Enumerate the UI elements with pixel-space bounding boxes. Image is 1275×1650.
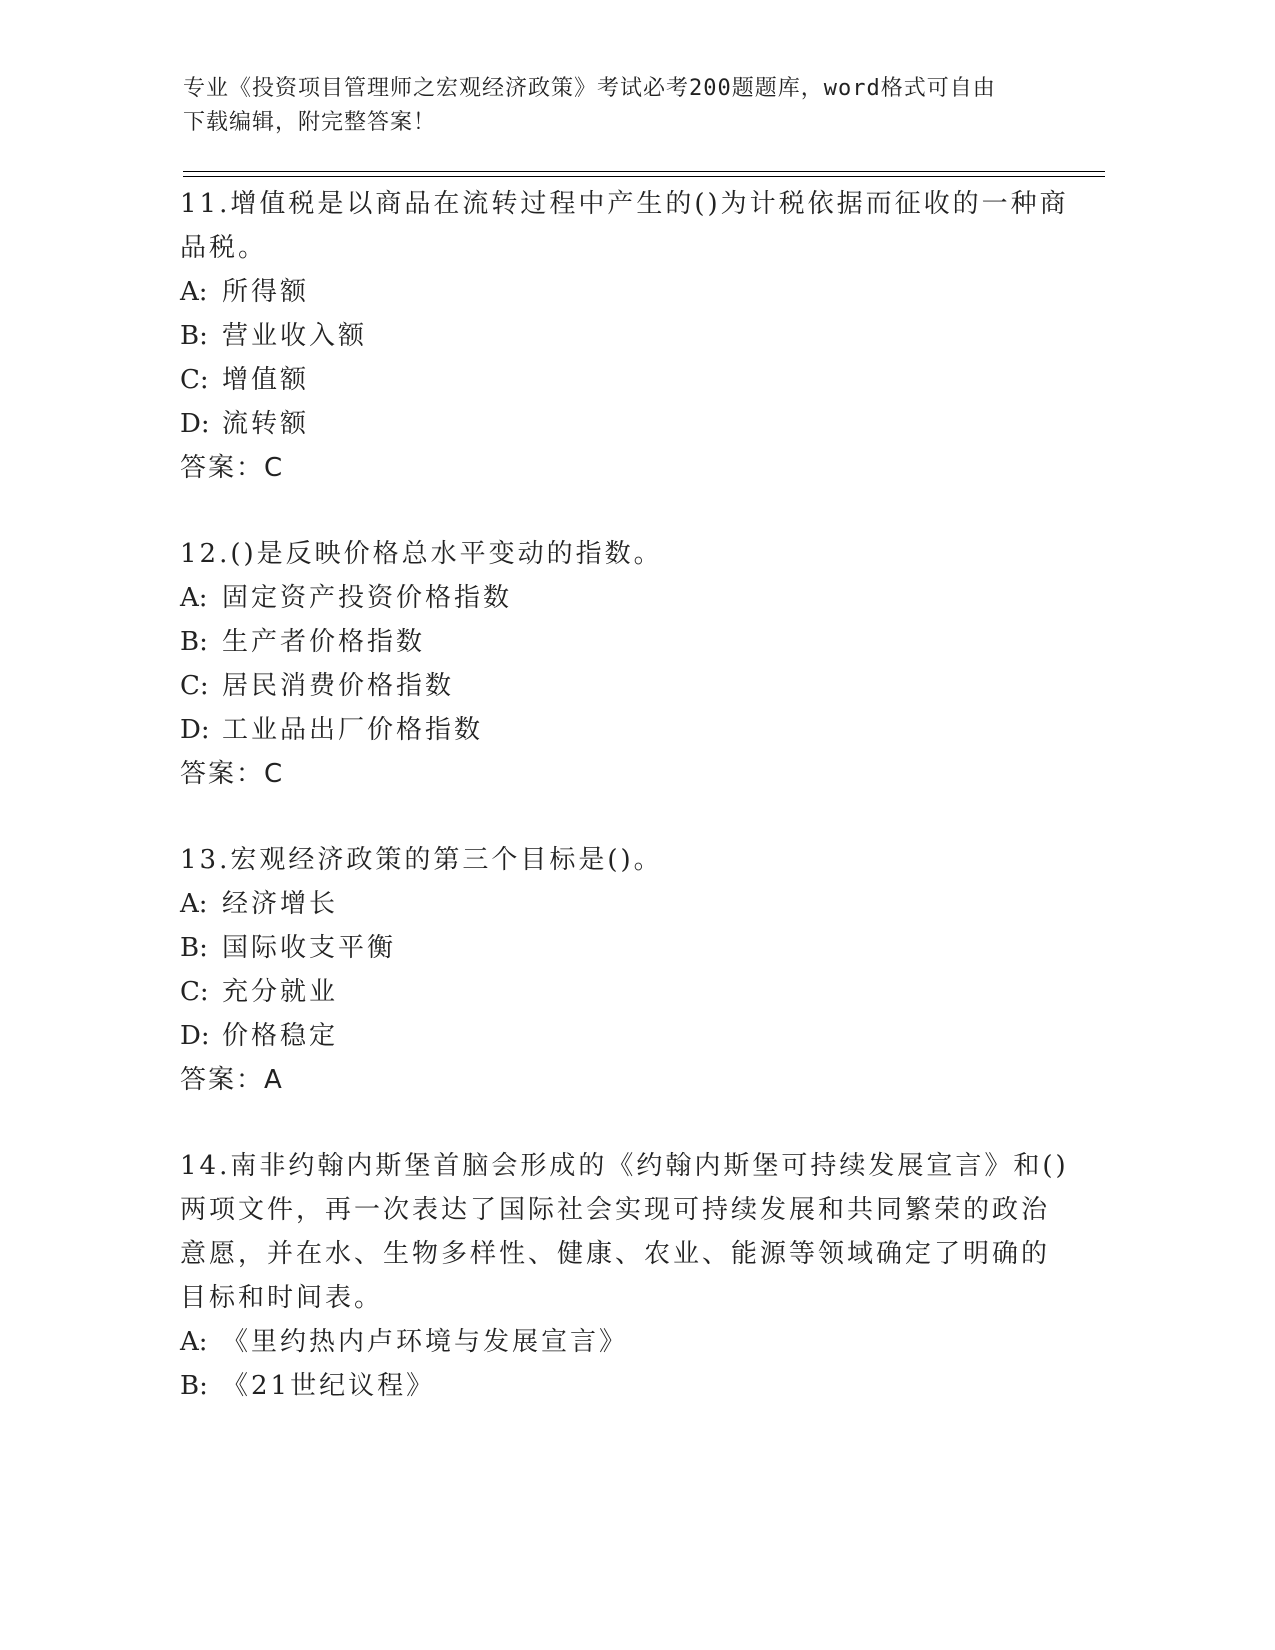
answer-option — [180, 1014, 1080, 1058]
option-text: 工业品出厂价格指数 — [222, 715, 484, 745]
answer-key: 答案：C — [180, 453, 285, 483]
option-text: 《21世纪议程》 — [222, 1371, 436, 1401]
question-block — [180, 838, 1080, 1102]
question-stem-line: 14.南非约翰内斯堡首脑会形成的《约翰内斯堡可持续发展宣言》和() — [180, 1151, 1069, 1181]
option-letter: D: — [180, 715, 210, 745]
option-letter: B: — [180, 321, 208, 351]
answer-option — [180, 926, 1080, 970]
option-letter: C: — [180, 365, 209, 395]
answer-option — [180, 970, 1080, 1014]
option-text: 所得额 — [222, 277, 310, 307]
option-letter: D: — [180, 1021, 210, 1051]
option-text: 充分就业 — [222, 977, 339, 1007]
option-letter: B: — [180, 1371, 208, 1401]
option-letter: B: — [180, 627, 208, 657]
question-stem-line: 品税。 — [180, 233, 268, 263]
header-divider-bottom — [183, 176, 1105, 177]
document-header — [183, 72, 1083, 140]
answer-option — [180, 664, 1080, 708]
answer-option — [180, 620, 1080, 664]
answer-option — [180, 882, 1080, 926]
option-letter: A: — [180, 1327, 208, 1357]
question-stem — [180, 1144, 1080, 1320]
question-stem — [180, 838, 1080, 882]
answer-option — [180, 708, 1080, 752]
option-text: 经济增长 — [222, 889, 339, 919]
question-stem-line: 13.宏观经济政策的第三个目标是()。 — [180, 845, 663, 875]
option-letter: D: — [180, 409, 210, 439]
option-text: 固定资产投资价格指数 — [222, 583, 513, 613]
option-letter: A: — [180, 889, 208, 919]
answer-option — [180, 402, 1080, 446]
question-stem-line: 11.增值税是以商品在流转过程中产生的()为计税依据而征收的一种商 — [180, 189, 1069, 219]
option-text: 国际收支平衡 — [222, 933, 397, 963]
answer-option — [180, 576, 1080, 620]
header-divider-top — [183, 171, 1105, 172]
option-text: 居民消费价格指数 — [222, 671, 455, 701]
header-line-2: 下载编辑，附完整答案！ — [183, 110, 437, 135]
question-list — [180, 182, 1080, 1450]
option-letter: C: — [180, 977, 209, 1007]
option-letter: A: — [180, 277, 208, 307]
answer-option — [180, 1364, 1080, 1408]
header-line-1: 专业《投资项目管理师之宏观经济政策》考试必考200题题库，word格式可自由 — [183, 76, 996, 101]
option-letter: A: — [180, 583, 208, 613]
question-block — [180, 532, 1080, 796]
answer-option — [180, 314, 1080, 358]
option-text: 流转额 — [222, 409, 310, 439]
question-stem-line: 两项文件，再一次表达了国际社会实现可持续发展和共同繁荣的政治 — [180, 1195, 1051, 1225]
option-letter: B: — [180, 933, 208, 963]
option-text: 生产者价格指数 — [222, 627, 426, 657]
question-block — [180, 182, 1080, 490]
answer-key: 答案：A — [180, 1065, 284, 1095]
answer-option — [180, 1320, 1080, 1364]
question-stem — [180, 532, 1080, 576]
question-stem-line: 12.()是反映价格总水平变动的指数。 — [180, 539, 663, 569]
option-letter: C: — [180, 671, 209, 701]
option-text: 《里约热内卢环境与发展宣言》 — [222, 1327, 629, 1357]
option-text: 价格稳定 — [222, 1021, 339, 1051]
answer-option — [180, 358, 1080, 402]
question-block — [180, 1144, 1080, 1408]
question-stem-line: 目标和时间表。 — [180, 1283, 384, 1313]
option-text: 增值额 — [222, 365, 310, 395]
option-text: 营业收入额 — [222, 321, 368, 351]
answer-option — [180, 270, 1080, 314]
question-stem — [180, 182, 1080, 270]
question-stem-line: 意愿，并在水、生物多样性、健康、农业、能源等领域确定了明确的 — [180, 1239, 1051, 1269]
answer-key: 答案：C — [180, 759, 285, 789]
